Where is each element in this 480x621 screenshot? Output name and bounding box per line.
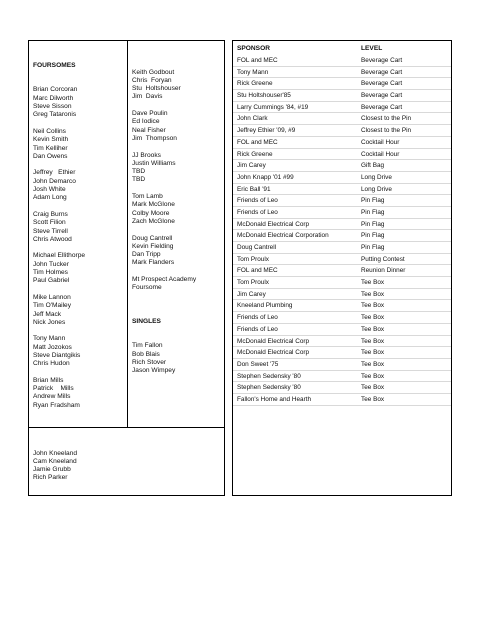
player-name: Dave Poulin — [132, 110, 168, 118]
player-name: Tony Mann — [33, 335, 66, 343]
player-name: Cam Kneeland — [33, 457, 77, 465]
player-name: TBD — [132, 176, 146, 184]
sponsor-rows — [233, 55, 451, 406]
table-row — [233, 149, 451, 161]
team-group — [132, 235, 224, 268]
player-name: John Demarco — [33, 177, 76, 185]
singles-list — [132, 342, 224, 375]
column-divider — [127, 41, 128, 427]
player-name: Jason Wimpey — [132, 367, 176, 375]
sponsor-cell: Friends of Leo — [237, 197, 278, 205]
team-group — [33, 294, 125, 327]
player-name: Adam Long — [33, 194, 67, 202]
sponsor-cell: Tom Proulx — [237, 255, 269, 263]
team-group — [33, 335, 125, 368]
player-name: Dan Tripp — [132, 251, 161, 259]
player-name: Matt Jozokos — [33, 343, 72, 351]
sponsor-cell: Rick Greene — [237, 80, 273, 88]
sponsor-cell: Kneeland Plumbing — [237, 302, 293, 310]
player-name: Neal Fisher — [132, 126, 166, 134]
sponsor-cell: FOL and MEC — [237, 57, 278, 64]
player-name: Jamie Grubb — [33, 466, 71, 474]
sponsor-cell: Stu Holtshouser'85 — [237, 92, 291, 100]
level-cell: Beverage Cart — [361, 92, 403, 100]
table-row — [233, 382, 451, 394]
player-name: Mark McGlone — [132, 201, 175, 209]
player-name: Doug Cantrell — [132, 234, 173, 242]
player-name: Craig Burns — [33, 210, 68, 218]
player-name: Marc Dilworth — [33, 94, 74, 102]
team-group — [33, 211, 125, 244]
player-name: Tim Fallon — [132, 342, 163, 350]
player-name: Jeffrey Ethier — [33, 169, 76, 177]
level-cell: Pin Flag — [361, 220, 385, 228]
player-name: Chris Atwood — [33, 235, 72, 243]
sponsor-cell: Friends of Leo — [237, 314, 278, 322]
level-cell: Beverage Cart — [361, 68, 403, 76]
table-row — [233, 300, 451, 312]
level-cell: Tee Box — [361, 395, 385, 403]
sponsor-cell: Rick Greene — [237, 150, 273, 158]
team-group — [132, 69, 224, 102]
level-cell: Beverage Cart — [361, 103, 403, 111]
player-name: Zach McGlone — [132, 217, 175, 225]
level-cell: Pin Flag — [361, 232, 385, 240]
table-row — [233, 78, 451, 90]
player-name: Josh White — [33, 186, 66, 194]
middle-column — [132, 52, 224, 392]
level-cell: Tee Box — [361, 314, 385, 322]
table-row — [233, 184, 451, 196]
table-row — [233, 336, 451, 348]
level-cell: Tee Box — [361, 302, 385, 310]
level-cell: Putting Contest — [361, 255, 405, 263]
foursomes-table — [28, 40, 225, 496]
player-name: Brian Mills — [33, 376, 64, 384]
table-row — [233, 312, 451, 324]
player-name: Michael Ellithorpe — [33, 252, 86, 260]
table-row — [233, 230, 451, 242]
team-group — [33, 252, 125, 285]
sponsor-cell: Eric Ball '91 — [237, 185, 271, 193]
sponsor-cell: Tony Mann — [237, 68, 269, 76]
level-cell: Cocktail Hour — [361, 138, 400, 146]
player-name: Keith Godbout — [132, 68, 175, 76]
player-name: Tom Lamb — [132, 193, 163, 201]
level-cell: Tee Box — [361, 325, 385, 333]
table-row — [233, 242, 451, 254]
player-name: Mark Flanders — [132, 259, 175, 267]
table-row — [233, 324, 451, 336]
level-cell: Closest to the Pin — [361, 115, 412, 123]
player-name: Jim Thompson — [132, 134, 177, 142]
level-cell: Tee Box — [361, 290, 385, 298]
table-row — [233, 113, 451, 125]
table-row — [233, 195, 451, 207]
table-row — [233, 394, 451, 406]
sponsor-cell: FOL and MEC — [237, 267, 278, 275]
player-name: Brian Corcoran — [33, 86, 78, 94]
bottom-cell — [33, 433, 125, 499]
sponsor-cell: Jim Carey — [237, 290, 266, 298]
player-name: Tim O'Mailey — [33, 302, 72, 310]
level-cell: Closest to the Pin — [361, 127, 412, 135]
player-name: Neil Collins — [33, 127, 66, 135]
left-column — [33, 45, 125, 435]
table-row — [233, 371, 451, 383]
team-group — [132, 110, 224, 143]
player-name: Chris Hudon — [33, 360, 70, 368]
level-cell: Pin Flag — [361, 244, 385, 251]
player-name: Steve Sisson — [33, 103, 72, 111]
level-cell: Tee Box — [361, 337, 385, 345]
table-row — [233, 55, 451, 67]
level-column-header: LEVEL — [361, 45, 383, 52]
level-cell: Reunion Dinner — [361, 267, 406, 275]
sponsor-cell: John Knapp '01 #99 — [237, 173, 294, 181]
table-row — [233, 207, 451, 219]
player-name: Mike Lannon — [33, 293, 71, 301]
player-name: Steve Diantgikis — [33, 351, 81, 359]
sponsor-table-header — [233, 45, 451, 54]
foursomes-header: FOURSOMES — [33, 61, 76, 69]
level-cell: Pin Flag — [361, 208, 385, 216]
level-cell: Gift Bag — [361, 162, 385, 170]
sponsor-cell: McDonald Electrical Corp — [237, 337, 310, 345]
sponsor-cell: Tom Proulx — [237, 279, 269, 287]
table-row — [233, 160, 451, 172]
sponsor-column-header: SPONSOR — [237, 45, 270, 52]
table-row — [233, 137, 451, 149]
sponsor-cell: McDonald Electrical Corp — [237, 349, 310, 357]
level-cell: Tee Box — [361, 349, 385, 357]
sponsor-cell: Doug Cantrell — [237, 244, 277, 251]
middle-groups — [132, 69, 224, 293]
singles-header: SINGLES — [132, 317, 161, 325]
level-cell: Beverage Cart — [361, 80, 403, 88]
player-name: Greg Tataronis — [33, 111, 77, 119]
sponsor-cell: John Clark — [237, 115, 268, 123]
sponsor-cell: Fallon's Home and Hearth — [237, 395, 312, 403]
level-cell: Tee Box — [361, 372, 385, 380]
table-row — [233, 265, 451, 277]
player-name: Nick Jones — [33, 318, 66, 326]
sponsor-cell: Stephen Sedensky '80 — [237, 384, 301, 392]
team-group — [33, 377, 125, 410]
player-name: Ed Iodice — [132, 118, 160, 126]
team-group — [132, 193, 224, 226]
sponsor-cell: Friends of Leo — [237, 208, 278, 216]
table-row — [233, 254, 451, 266]
player-name: Jim Davis — [132, 93, 163, 101]
level-cell: Tee Box — [361, 279, 385, 287]
table-row — [233, 102, 451, 114]
player-name: Mt Prospect Academy — [132, 276, 197, 284]
table-row — [233, 359, 451, 371]
team-group — [33, 86, 125, 119]
sponsor-cell: McDonald Electrical Corporation — [237, 232, 329, 240]
level-cell: Long Drive — [361, 173, 392, 181]
level-cell: Tee Box — [361, 360, 385, 368]
player-name: Tim Kelliher — [33, 144, 68, 152]
player-name: JJ Brooks — [132, 151, 161, 159]
player-name: Bob Blais — [132, 350, 160, 358]
player-name: Rich Stover — [132, 358, 167, 366]
sponsor-cell: Jim Carey — [237, 162, 266, 170]
table-row — [233, 125, 451, 137]
player-name: TBD — [132, 168, 146, 176]
sponsor-cell: Jeffrey Ethier '09, #9 — [237, 127, 296, 135]
table-row — [233, 289, 451, 301]
sponsor-cell: Friends of Leo — [237, 325, 278, 333]
player-name: Andrew Mills — [33, 393, 71, 401]
team-group — [132, 276, 224, 293]
sponsor-cell: Stephen Sedensky '80 — [237, 372, 301, 380]
player-name: Dan Owens — [33, 152, 68, 160]
player-name: Stu Holtshouser — [132, 85, 181, 93]
table-row — [233, 172, 451, 184]
player-name: Rich Parker — [33, 474, 68, 482]
level-cell: Long Drive — [361, 185, 392, 193]
player-name: Jeff Mack — [33, 310, 62, 318]
player-name: Kevin Fielding — [132, 242, 174, 250]
level-cell: Pin Flag — [361, 197, 385, 205]
team-group — [132, 152, 224, 185]
player-name: Justin Williams — [132, 159, 176, 167]
left-groups — [33, 86, 125, 410]
sponsor-table — [232, 40, 452, 496]
player-name: Kevin Smith — [33, 136, 69, 144]
player-name: Scott Filion — [33, 219, 66, 227]
sponsor-cell: Larry Cummings '84, #19 — [237, 103, 309, 111]
player-name: John Tucker — [33, 260, 69, 268]
table-row — [233, 277, 451, 289]
level-cell: Cocktail Hour — [361, 150, 400, 158]
player-name: Steve Tirrell — [33, 227, 68, 235]
bottom-group — [33, 450, 125, 483]
player-name: Ryan Fradsham — [33, 401, 80, 409]
table-row — [233, 67, 451, 79]
player-name: Chris Foryan — [132, 76, 172, 84]
player-name: Tim Holmes — [33, 269, 68, 277]
sponsor-cell: Don Sweet '75 — [237, 360, 279, 368]
player-name: Patrick Mills — [33, 385, 74, 393]
sponsor-cell: FOL and MEC — [237, 138, 278, 146]
player-name: John Kneeland — [33, 449, 77, 457]
sponsor-cell: McDonald Electrical Corp — [237, 220, 310, 228]
team-group — [33, 128, 125, 161]
team-group — [33, 169, 125, 202]
table-row — [233, 90, 451, 102]
level-cell: Tee Box — [361, 384, 385, 392]
level-cell: Beverage Cart — [361, 57, 403, 64]
table-row — [233, 347, 451, 359]
player-name: Paul Gabriel — [33, 277, 70, 285]
player-name: Foursome — [132, 284, 162, 292]
table-row — [233, 219, 451, 231]
player-name: Colby Moore — [132, 209, 170, 217]
